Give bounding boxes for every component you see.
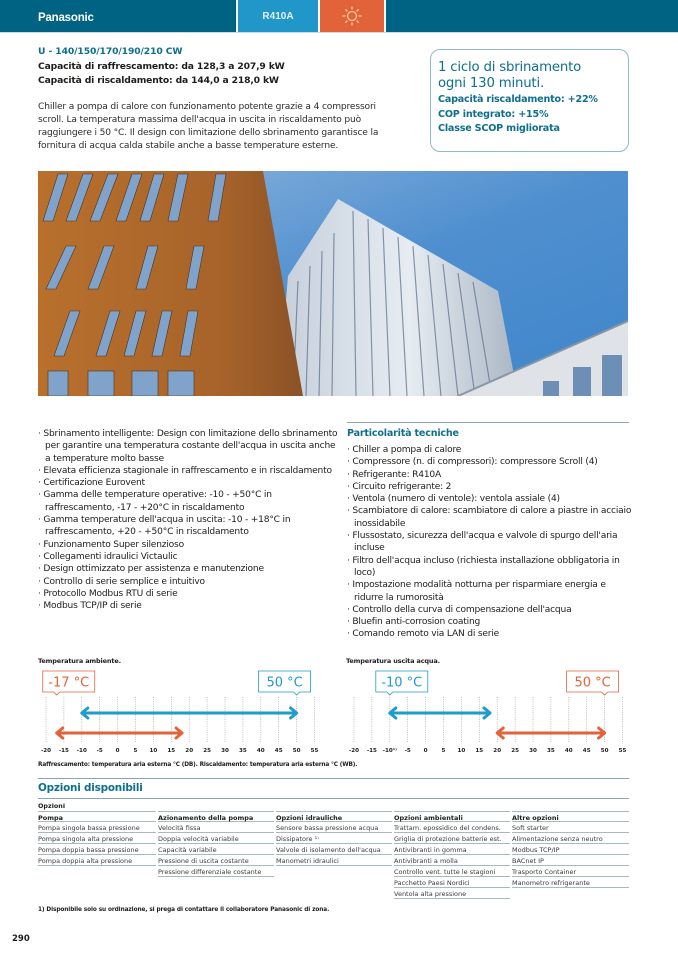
svg-text:40: 40 <box>564 748 573 754</box>
svg-text:25: 25 <box>203 748 211 754</box>
chart-title: Temperatura uscita acqua. <box>346 657 440 665</box>
highlight-box <box>430 49 629 152</box>
table-cell: BACnet IP <box>512 855 629 866</box>
list-item: · Flussostato, sicurezza dell'acqua e valvole di spurgo dell'aria incluse <box>347 530 637 555</box>
range-arrow <box>497 728 604 738</box>
svg-text:-20: -20 <box>40 748 52 754</box>
list-item: · Protocollo Modbus RTU di serie <box>38 588 338 600</box>
svg-text:20: 20 <box>185 748 194 754</box>
table-cell: Modbus TCP/IP <box>512 844 629 855</box>
table-cell: Manometri idraulici <box>276 855 392 866</box>
highlight-line: Capacità riscaldamento: +22% <box>438 94 598 105</box>
svg-text:-15: -15 <box>58 748 69 754</box>
page-number: 290 <box>12 934 30 944</box>
svg-text:0: 0 <box>115 748 120 754</box>
table-cell: Capacità variabile <box>158 844 274 855</box>
svg-text:45: 45 <box>582 748 591 754</box>
svg-text:50: 50 <box>292 748 301 754</box>
svg-text:0: 0 <box>423 748 428 754</box>
table-cell: Doppia velocità variabile <box>158 833 274 844</box>
list-item: · Compressore (n. di compressori): compressore Scroll (4) <box>347 456 637 468</box>
table-cell: Trattam. epossidico del condens. <box>394 822 510 833</box>
svg-text:25: 25 <box>511 748 519 754</box>
list-item: · Comando remoto via LAN di serie <box>347 628 637 640</box>
svg-text:-5: -5 <box>404 748 411 754</box>
svg-text:45: 45 <box>274 748 283 754</box>
list-item: · Chiller a pompa di calore <box>347 444 637 456</box>
table-cell: Manometro refrigerante <box>512 877 629 888</box>
svg-text:5: 5 <box>441 748 446 754</box>
table-cell: Controllo vent. tutte le stagioni <box>394 866 510 877</box>
chart-title: Temperatura ambiente. <box>38 657 121 665</box>
table-cell: Soft starter <box>512 822 629 833</box>
list-item: · Gamma delle temperature operative: -10 - +50°C in raffrescamento, -17 - +20°C in riscaldamento <box>38 489 338 514</box>
column-header: Altre opzioni <box>512 811 629 822</box>
table-cell: Sensore bassa pressione acqua <box>276 822 392 833</box>
list-item: · Collegamenti idraulici Victaulic <box>38 551 338 563</box>
refrigerant-tab: R410A <box>238 0 318 32</box>
header-bar <box>0 0 678 32</box>
highlight-line: Classe SCOP migliorata <box>438 123 560 134</box>
range-arrow <box>390 708 490 718</box>
table-cell: Ventola alta pressione <box>394 888 510 899</box>
list-item: · Refrigerante: R410A <box>347 469 637 481</box>
highlight-line: 1 ciclo di sbrinamento <box>438 60 582 75</box>
svg-text:15: 15 <box>475 748 484 754</box>
options-column <box>394 811 510 899</box>
chart-note: Raffrescamento: temperatura aria esterna °C (DB). Riscaldamento: temperatura aria esterna °C (WB). <box>38 762 358 768</box>
column-header: Azionamento della pompa <box>158 811 274 822</box>
temperature-label <box>43 671 95 695</box>
model-title: U - 140/150/170/190/210 CW <box>38 46 183 57</box>
table-cell: Pompa doppia alta pressione <box>38 855 156 866</box>
list-item: · Bluefin anti-corrosion coating <box>347 616 637 628</box>
table-cell: Pressione di uscita costante <box>158 855 274 866</box>
technical-list <box>347 444 637 641</box>
svg-text:-10¹⁾: -10¹⁾ <box>382 748 397 754</box>
svg-text:55: 55 <box>310 748 319 754</box>
list-item: · Controllo di serie semplice e intuitivo <box>38 576 338 588</box>
svg-text:-10 °C: -10 °C <box>381 675 423 691</box>
list-item: · Circuito refrigerante: 2 <box>347 481 637 493</box>
cooling-capacity: Capacità di raffrescamento: da 128,3 a 207,9 kW <box>38 61 285 72</box>
column-header: Opzioni ambientali <box>394 811 510 822</box>
options-column <box>158 811 274 899</box>
svg-text:20: 20 <box>493 748 502 754</box>
svg-text:50: 50 <box>600 748 609 754</box>
range-arrow <box>82 708 297 718</box>
temperature-label <box>259 671 311 695</box>
options-column <box>38 811 156 899</box>
list-item: · Modbus TCP/IP di serie <box>38 600 338 612</box>
temperature-label <box>376 671 428 695</box>
svg-text:40: 40 <box>256 748 265 754</box>
svg-text:30: 30 <box>529 748 537 754</box>
list-item: · Funzionamento Super silenzioso <box>38 539 338 551</box>
water-outlet-temperature-chart <box>346 655 636 765</box>
table-cell: Antivibranti a molla <box>394 855 510 866</box>
svg-text:-17 °C: -17 °C <box>48 675 90 691</box>
table-cell: Dissipatore ¹⁾ <box>276 833 392 844</box>
list-item: · Gamma temperature dell'acqua in uscita: -10 - +18°C in raffrescamento, +20 - +50°C in riscaldamento <box>38 514 338 539</box>
heating-capacity: Capacità di riscaldamento: da 144,0 a 218,0 kW <box>38 75 279 86</box>
svg-text:55: 55 <box>618 748 627 754</box>
highlight-line: COP integrato: +15% <box>438 108 549 120</box>
svg-text:35: 35 <box>547 748 555 754</box>
list-item: · Ventola (numero di ventole): ventola assiale (4) <box>347 493 637 505</box>
building-photo <box>38 171 628 396</box>
svg-text:-15: -15 <box>366 748 377 754</box>
footnote: 1) Disponibile solo su ordinazione, si prega di contattare il collaboratore Panasonic di zona. <box>38 907 330 913</box>
column-header: Pompa <box>38 811 156 822</box>
table-cell: Pacchetto Paesi Nordici <box>394 877 510 888</box>
range-arrow <box>57 728 182 738</box>
table-cell: Griglia di protezione batterie est. <box>394 833 510 844</box>
table-cell: Alimentazione senza neutro <box>512 833 629 844</box>
svg-text:5: 5 <box>133 748 138 754</box>
ambient-temperature-chart <box>38 655 328 765</box>
options-table <box>38 811 629 899</box>
technical-title: Particolarità tecniche <box>347 428 459 439</box>
svg-text:35: 35 <box>239 748 247 754</box>
list-item: · Impostazione modalità notturna per risparmiare energia e ridurre la rumorosità <box>347 579 637 604</box>
table-cell: Pompa doppia bassa pressione <box>38 844 156 855</box>
temperature-label <box>567 671 619 695</box>
table-cell: Antivibranti in gomma <box>394 844 510 855</box>
intro-description: Chiller a pompa di calore con funzionamento potente grazie a 4 compressori scroll. La temperatura massima dell'acqua in uscita in riscaldamento può raggiungere i 50 °C. Il design con limitazione dello sbrinamento garantisce la fornitura di acqua calda stabile anche a basse temperature esterne. <box>38 102 379 151</box>
table-cell: Pompa singola bassa pressione <box>38 822 156 833</box>
feature-list <box>38 428 338 612</box>
svg-text:50 °C: 50 °C <box>574 675 611 691</box>
list-item: · Elevata efficienza stagionale in raffrescamento e in riscaldamento <box>38 465 338 477</box>
options-title: Opzioni disponibili <box>38 782 143 794</box>
svg-text:30: 30 <box>221 748 229 754</box>
table-cell: Pressione differenziale costante <box>158 866 274 877</box>
highlight-line: ogni 130 minuti. <box>438 76 544 91</box>
svg-text:10: 10 <box>457 748 466 754</box>
options-column <box>512 811 629 899</box>
svg-text:50 °C: 50 °C <box>266 675 303 691</box>
table-cell: Velocità fissa <box>158 822 274 833</box>
list-item: · Scambiatore di calore: scambiatore di calore a piastre in acciaio inossidabile <box>347 505 637 530</box>
table-cell: Trasporto Container <box>512 866 629 877</box>
svg-text:-5: -5 <box>96 748 103 754</box>
options-column <box>276 811 392 899</box>
table-cell: Valvole di isolamento dell'acqua <box>276 844 392 855</box>
sun-icon <box>320 0 384 32</box>
list-item: · Controllo della curva di compensazione dell'acqua <box>347 604 637 616</box>
svg-text:15: 15 <box>167 748 176 754</box>
brand-logo: Panasonic <box>0 0 236 32</box>
list-item: · Sbrinamento intelligente: Design con limitazione dello sbrinamento per garantire una temperatura costante dell'acqua in uscita anche a temperature molto basse <box>38 428 338 465</box>
svg-text:-20: -20 <box>348 748 360 754</box>
svg-text:-10: -10 <box>76 748 87 754</box>
table-cell: Pompa singola alta pressione <box>38 833 156 844</box>
list-item: · Design ottimizzato per assistenza e manutenzione <box>38 563 338 575</box>
list-item: · Filtro dell'acqua incluso (richiesta installazione obbligatoria in loco) <box>347 555 637 580</box>
list-item: · Certificazione Eurovent <box>38 477 338 489</box>
options-subtitle: Opzioni <box>38 802 66 810</box>
svg-text:10: 10 <box>149 748 158 754</box>
column-header: Opzioni idrauliche <box>276 811 392 822</box>
